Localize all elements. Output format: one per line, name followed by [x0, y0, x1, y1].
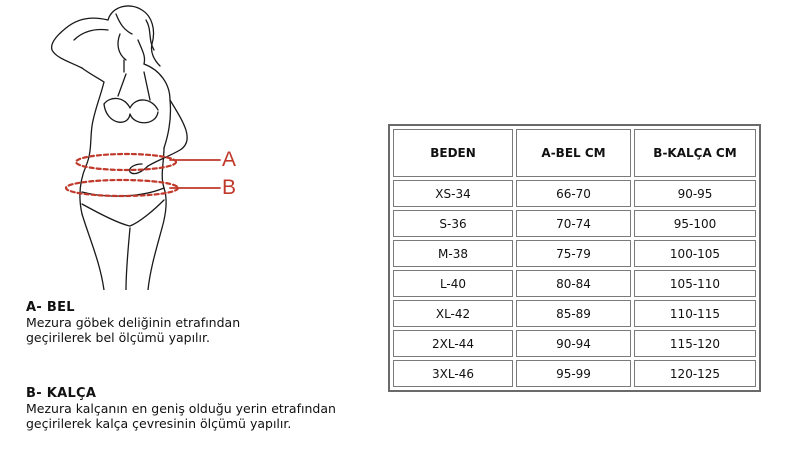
hip-description	[26, 386, 336, 431]
hip-line-2: geçirilerek kalça çevresinin ölçümü yapılır.	[26, 416, 292, 431]
hip-cell: 100-105	[634, 240, 756, 267]
waist-description	[26, 300, 240, 345]
size-chart-table	[388, 124, 761, 392]
hip-cell: 110-115	[634, 300, 756, 327]
marker-b-label: B	[222, 176, 237, 199]
woman-body-outline-icon	[20, 0, 250, 290]
table-row	[393, 240, 756, 267]
hip-cell: 95-100	[634, 210, 756, 237]
waist-cell: 66-70	[516, 180, 631, 207]
table-row	[393, 180, 756, 207]
hip-line-1: Mezura kalçanın en geniş olduğu yerin etrafından	[26, 401, 336, 416]
waist-line-2: geçirilerek bel ölçümü yapılır.	[26, 330, 210, 345]
size-cell: 3XL-46	[393, 360, 513, 387]
waist-title: A- BEL	[26, 300, 75, 315]
hip-cell: 115-120	[634, 330, 756, 357]
waist-cell: 70-74	[516, 210, 631, 237]
size-cell: L-40	[393, 270, 513, 297]
size-cell: XL-42	[393, 300, 513, 327]
size-cell: XS-34	[393, 180, 513, 207]
size-cell: M-38	[393, 240, 513, 267]
table-header-row	[393, 129, 756, 177]
table-row	[393, 330, 756, 357]
marker-a-label: A	[222, 148, 237, 171]
size-cell: 2XL-44	[393, 330, 513, 357]
waist-cell: 75-79	[516, 240, 631, 267]
table-row	[393, 270, 756, 297]
header-hip: B-KALÇA CM	[634, 129, 756, 177]
hip-cell: 120-125	[634, 360, 756, 387]
table-row	[393, 210, 756, 237]
waist-cell: 80-84	[516, 270, 631, 297]
waist-cell: 95-99	[516, 360, 631, 387]
table-row	[393, 360, 756, 387]
hip-cell: 105-110	[634, 270, 756, 297]
hip-cell: 90-95	[634, 180, 756, 207]
header-size: BEDEN	[393, 129, 513, 177]
hip-title: B- KALÇA	[26, 386, 97, 401]
waist-cell: 85-89	[516, 300, 631, 327]
header-waist: A-BEL CM	[516, 129, 631, 177]
table-row	[393, 300, 756, 327]
size-cell: S-36	[393, 210, 513, 237]
waist-cell: 90-94	[516, 330, 631, 357]
waist-line-1: Mezura göbek deliğinin etrafından	[26, 315, 241, 330]
